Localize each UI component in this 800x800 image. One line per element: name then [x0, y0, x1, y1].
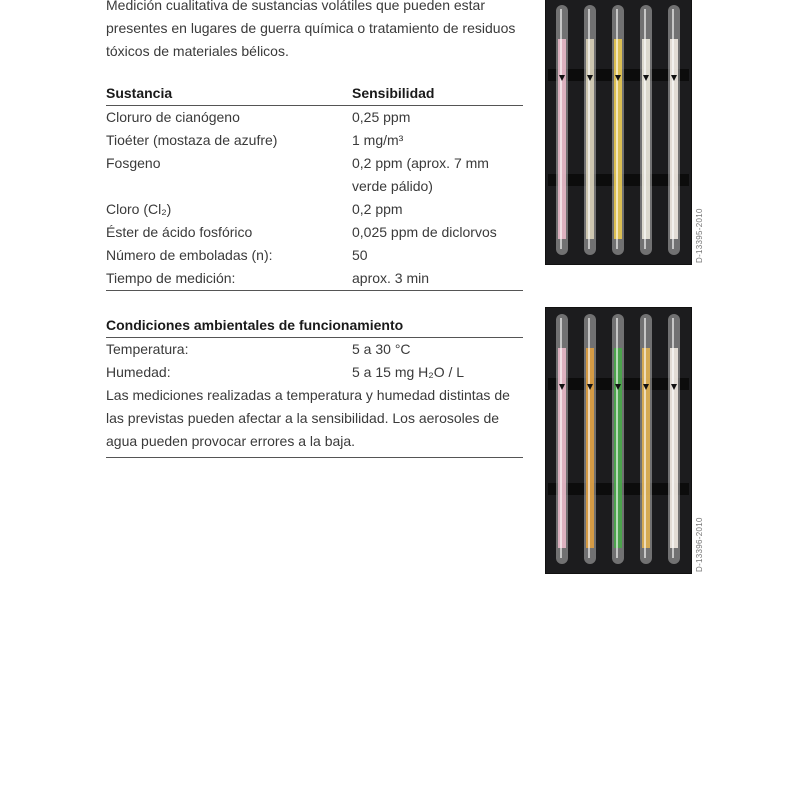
photo-id-2: D-13396-2010	[695, 517, 704, 572]
sensitivity-cell: 0,2 ppm (aprox. 7 mm verde pálido)	[352, 155, 489, 194]
substance-cell: Tioéter (mostaza de azufre)	[106, 132, 278, 148]
condition-label: Humedad:	[106, 364, 171, 380]
table-row	[106, 221, 523, 244]
sensitivity-cell: 50	[352, 247, 368, 263]
tube-glare	[560, 318, 562, 558]
detector-tubes-image-1	[546, 0, 691, 264]
condition-row	[106, 338, 523, 361]
substance-cell: Cloruro de cianógeno	[106, 109, 240, 125]
conditions-note: Las mediciones realizadas a temperatura y humedad distintas de las previstas pueden afectar a la sensibilidad. Los aerosoles de agua pueden provocar errores a la baja.	[106, 384, 523, 458]
table-row	[106, 129, 523, 152]
text-column	[106, 0, 523, 458]
substance-cell: Cloro (Cl₂)	[106, 201, 172, 217]
sensitivity-table	[106, 82, 523, 291]
intro-paragraph: Medición cualitativa de sustancias volátiles que pueden estar presentes en lugares de guerra química o tratamiento de residuos tóxicos de materiales bélicos.	[106, 0, 516, 59]
substance-cell: Éster de ácido fosfórico	[106, 224, 253, 240]
tube-glare	[560, 9, 562, 249]
sensitivity-cell: 1 mg/m³	[352, 132, 404, 148]
substance-cell: Tiempo de medición:	[106, 270, 236, 286]
conditions-list	[106, 338, 523, 384]
tube-glare	[644, 9, 646, 249]
conditions-title: Condiciones ambientales de funcionamiento	[106, 314, 523, 338]
column-header-substance: Sustancia	[106, 82, 352, 106]
tube-photo-2	[545, 307, 692, 574]
condition-value: 5 a 30 °C	[352, 341, 411, 357]
detector-tubes-image-2	[546, 308, 691, 573]
condition-label: Temperatura:	[106, 341, 189, 357]
sensitivity-cell: 0,2 ppm	[352, 201, 403, 217]
photo-id-1: D-13395-2010	[695, 208, 704, 263]
table-row	[106, 106, 523, 130]
sensitivity-cell: 0,025 ppm de diclorvos	[352, 224, 497, 240]
table-row	[106, 198, 523, 221]
tube-photo-1	[545, 0, 692, 265]
column-header-sensitivity: Sensibilidad	[352, 82, 523, 106]
sensitivity-cell: aprox. 3 min	[352, 270, 430, 286]
substance-cell: Fosgeno	[106, 155, 161, 171]
condition-row	[106, 361, 523, 384]
condition-value: 5 a 15 mg H₂O / L	[352, 364, 465, 380]
tube-glare	[672, 9, 674, 249]
sensitivity-cell: 0,25 ppm	[352, 109, 411, 125]
tube-glare	[588, 318, 590, 558]
tube-glare	[588, 9, 590, 249]
tube-glare	[644, 318, 646, 558]
substance-cell: Número de emboladas (n):	[106, 247, 273, 263]
tube-glare	[672, 318, 674, 558]
tube-glare	[616, 318, 618, 558]
table-row	[106, 152, 523, 198]
table-row	[106, 267, 523, 291]
tube-glare	[616, 9, 618, 249]
table-row	[106, 244, 523, 267]
